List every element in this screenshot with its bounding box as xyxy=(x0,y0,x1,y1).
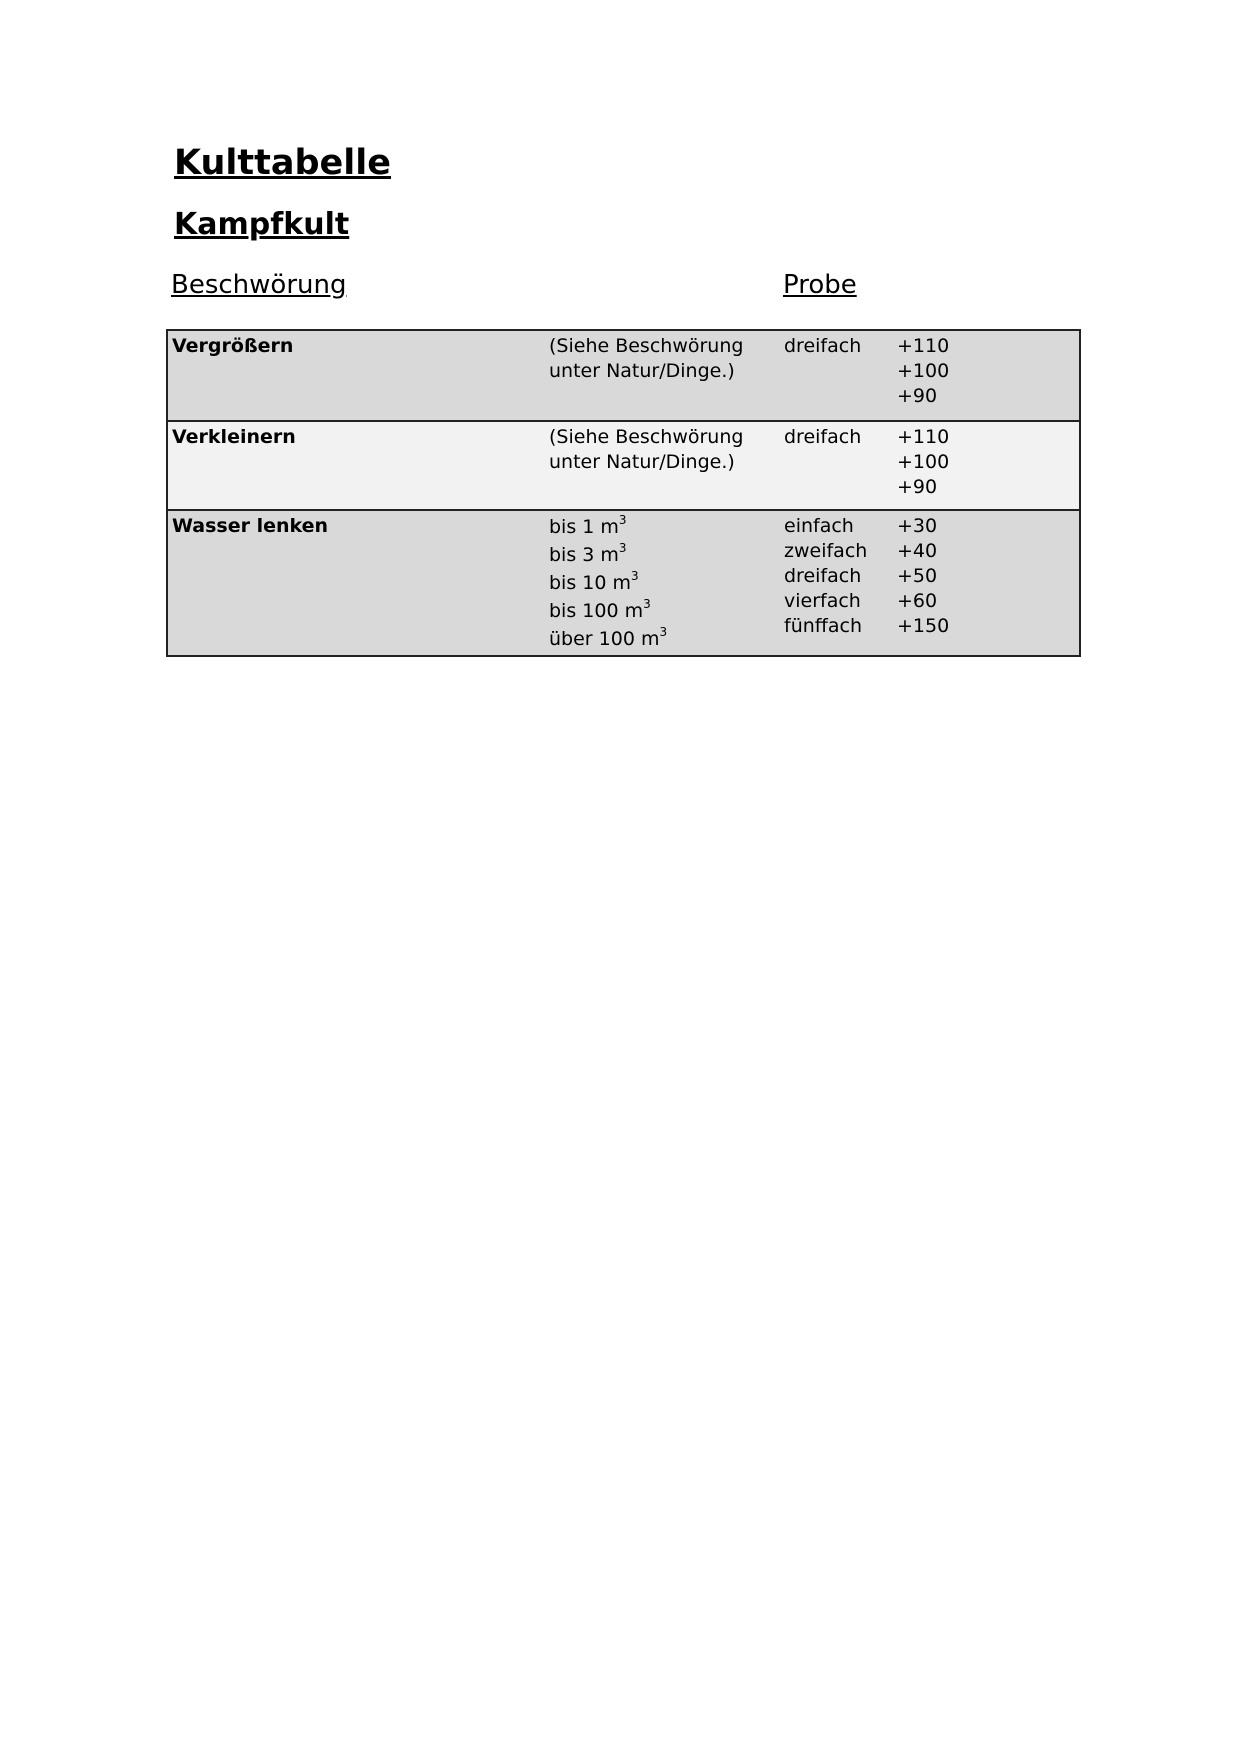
modifier-line: +40 xyxy=(897,540,938,562)
spell-modifier xyxy=(897,334,949,409)
probe-line: dreifach xyxy=(784,426,862,448)
column-header-beschwoerung: Beschwörung xyxy=(171,270,347,300)
detail-line: (Siehe Beschwörung xyxy=(549,426,744,448)
modifier-line: +100 xyxy=(897,360,950,382)
unit-exponent: 3 xyxy=(618,513,627,527)
detail-line xyxy=(549,513,667,541)
detail-line xyxy=(549,541,667,569)
detail-line xyxy=(549,597,667,625)
probe-line: vierfach xyxy=(784,590,861,612)
spell-probe xyxy=(784,514,867,639)
spell-modifier xyxy=(897,514,949,639)
detail-line: unter Natur/Dinge.) xyxy=(549,451,735,473)
volume-label: über 100 m xyxy=(549,628,660,650)
modifier-line: +110 xyxy=(897,335,950,357)
unit-exponent: 3 xyxy=(618,541,627,555)
spell-name: Vergrößern xyxy=(172,335,294,357)
spell-modifier xyxy=(897,425,949,500)
section-title: Kampfkult xyxy=(174,207,350,242)
detail-line xyxy=(549,569,667,597)
spell-probe xyxy=(784,425,861,450)
table-row xyxy=(168,331,1079,420)
modifier-line: +150 xyxy=(897,615,950,637)
modifier-line: +110 xyxy=(897,426,950,448)
unit-exponent: 3 xyxy=(643,597,651,611)
probe-line: fünffach xyxy=(784,615,862,637)
page-title: Kulttabelle xyxy=(174,143,392,183)
probe-line: zweifach xyxy=(784,540,868,562)
column-header-probe: Probe xyxy=(783,270,857,300)
spell-detail xyxy=(549,513,667,653)
detail-line: unter Natur/Dinge.) xyxy=(549,360,735,382)
detail-line: (Siehe Beschwörung xyxy=(549,335,744,357)
spell-probe xyxy=(784,334,861,359)
modifier-line: +90 xyxy=(897,476,938,498)
spell-name: Verkleinern xyxy=(172,426,296,448)
spell-detail xyxy=(549,425,743,475)
table-row xyxy=(168,420,1079,509)
volume-label: bis 1 m xyxy=(549,516,619,538)
volume-label: bis 3 m xyxy=(549,544,619,566)
table-row xyxy=(168,509,1079,655)
volume-label: bis 100 m xyxy=(549,600,644,622)
spell-table xyxy=(166,329,1081,657)
unit-exponent: 3 xyxy=(659,625,668,639)
volume-label: bis 10 m xyxy=(549,572,632,594)
probe-line: einfach xyxy=(784,515,854,537)
modifier-line: +100 xyxy=(897,451,950,473)
detail-line xyxy=(549,625,667,653)
modifier-line: +30 xyxy=(897,515,938,537)
probe-line: dreifach xyxy=(784,335,862,357)
modifier-line: +60 xyxy=(897,590,938,612)
unit-exponent: 3 xyxy=(631,569,639,583)
modifier-line: +50 xyxy=(897,565,938,587)
modifier-line: +90 xyxy=(897,385,938,407)
probe-line: dreifach xyxy=(784,565,862,587)
spell-name: Wasser lenken xyxy=(172,515,329,537)
spell-detail xyxy=(549,334,743,384)
